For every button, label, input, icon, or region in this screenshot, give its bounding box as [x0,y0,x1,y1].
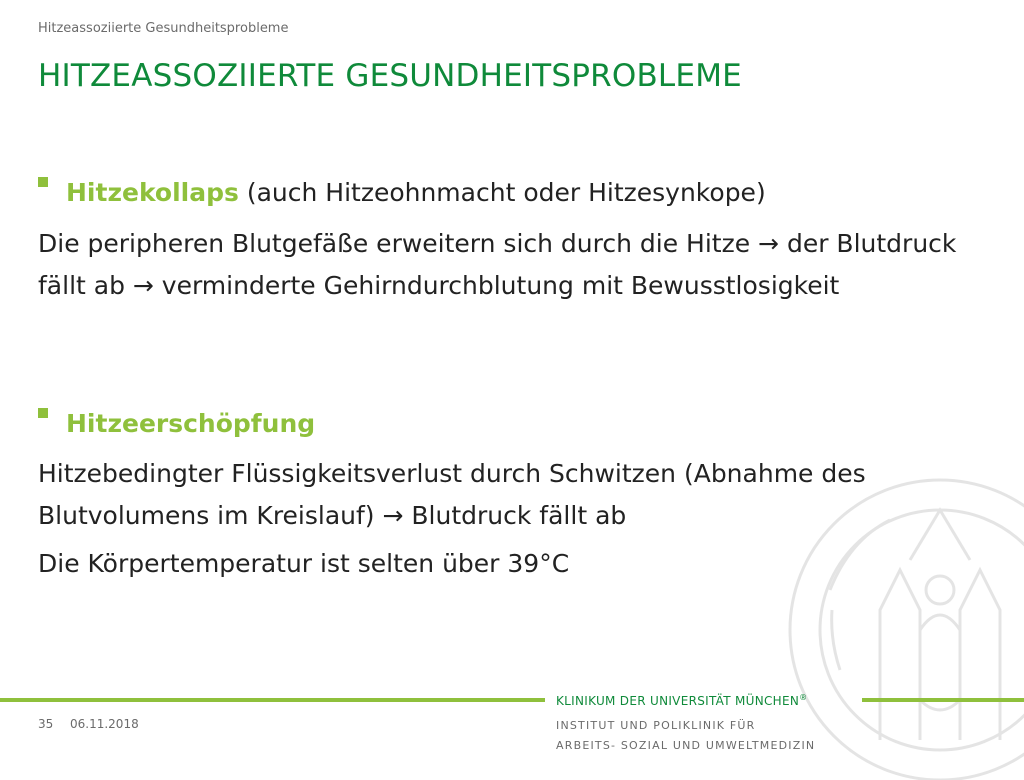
heading-hitzeerschoepfung: Hitzeerschöpfung [66,409,316,438]
page-number: 35 [38,717,54,731]
square-bullet-icon [38,408,48,418]
paragraph-fluessigkeitsverlust: Hitzebedingter Flüssigkeitsverlust durch Schwitzen (Abnahme des Blutvolumens im Kreislauf) → Blutdruck fällt ab [38,459,866,530]
institute-line-2: ARBEITS- SOZIAL UND UMWELTMEDIZIN [556,739,816,752]
square-bullet-icon [38,177,48,187]
institute-line-1: INSTITUT UND POLIKLINIK FÜR [556,719,756,732]
footer-rule-left [0,698,545,702]
footer-rule-right [862,698,1024,702]
bullet-heading-2 [38,409,315,439]
breadcrumb: Hitzeassoziierte Gesundheitsprobleme [38,21,289,36]
slide-date: 06.11.2018 [70,717,139,731]
heading-hitzekollaps: Hitzekollaps [66,178,239,207]
paragraph-hitzekollaps: Die peripheren Blutgefäße erweitern sich durch die Hitze → der Blutdruck fällt ab → verminderte Gehirndurchblutung mit Bewusstlosigkeit [38,229,957,300]
page-title: HITZEASSOZIIERTE GESUNDHEITSPROBLEME [38,58,742,94]
heading-hitzekollaps-suffix: (auch Hitzeohnmacht oder Hitzesynkope) [238,178,766,207]
paragraph-koerpertemperatur: Die Körpertemperatur ist selten über 39°C [38,549,570,578]
clinic-name: KLINIKUM DER UNIVERSITÄT MÜNCHEN® [556,693,808,708]
registered-mark: ® [799,693,808,702]
bullet-heading-1 [38,178,766,208]
